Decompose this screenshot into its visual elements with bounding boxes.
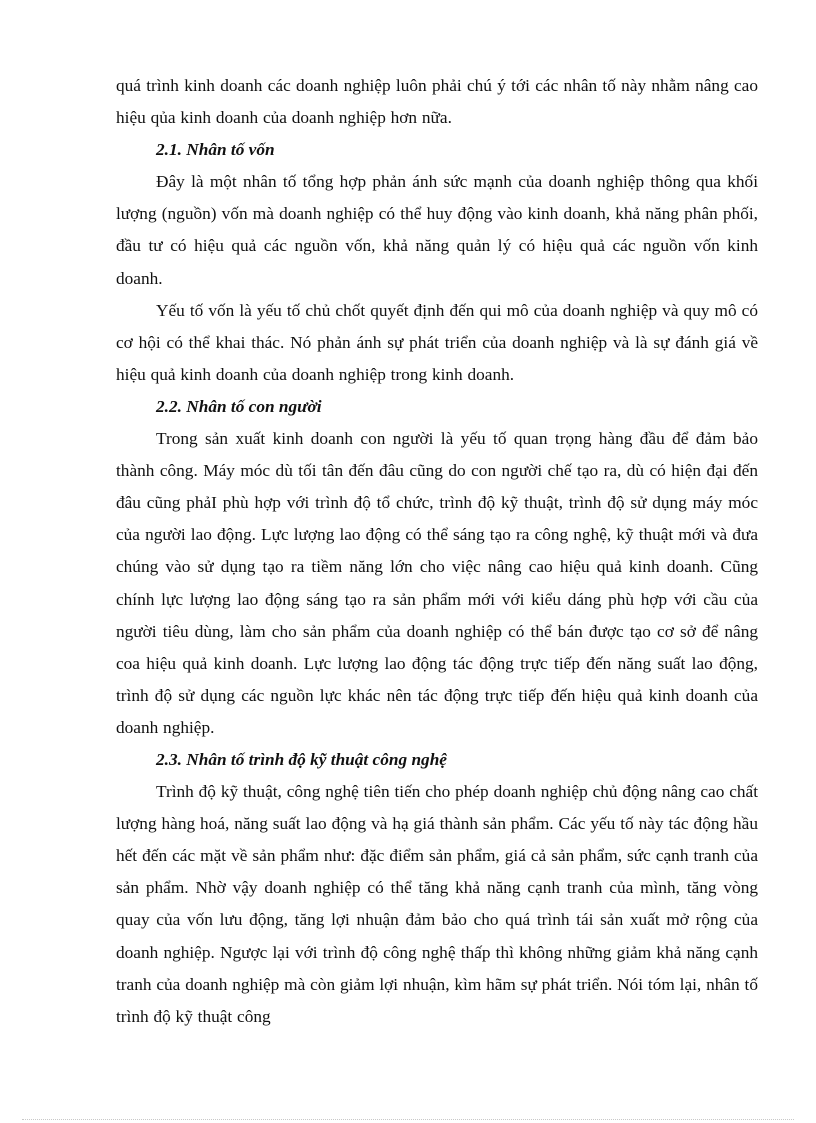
heading-human-factor: 2.2. Nhân tố con người xyxy=(156,396,322,416)
paragraph-capital-definition: Đây là một nhân tố tổng hợp phản ánh sức mạnh của doanh nghiệp thông qua khối lượng (nguồn) vốn mà doanh nghiệp có thể huy động vào kinh doanh, khả năng phân phối, đầu tư có hiệu quả các nguồn vốn, khả năng quản lý có hiệu quả các nguồn vốn kinh doanh. xyxy=(116,172,758,288)
heading-technology-factor: 2.3. Nhân tố trình độ kỹ thuật công nghệ xyxy=(156,749,447,769)
paragraph-intro-continuation: quá trình kinh doanh các doanh nghiệp luôn phải chú ý tới các nhân tố này nhằm nâng cao hiệu qủa kinh doanh của doanh nghiệp hơn nữa. xyxy=(116,76,758,128)
document-page xyxy=(116,70,758,1033)
paragraph-capital-importance: Yếu tố vốn là yếu tố chủ chốt quyết định đến qui mô của doanh nghiệp và quy mô có cơ hội có thể khai thác. Nó phản ánh sự phát triển của doanh nghiệp và là sự đánh giá về hiệu quả kinh doanh của doanh nghiệp trong kinh doanh. xyxy=(116,300,758,384)
paragraph-technology-factor: Trình độ kỹ thuật, công nghệ tiên tiến cho phép doanh nghiệp chủ động nâng cao chất lượng hàng hoá, năng suất lao động và hạ giá thành sản phẩm. Các yếu tố này tác động hầu hết đến các mặt về sản phẩm như: đặc điểm sản phẩm, giá cả sản phẩm, sức cạnh tranh của sản phẩm. Nhờ vậy doanh nghiệp có thể tăng khả năng cạnh tranh của mình, tăng vòng quay của vốn lưu động, tăng lợi nhuận đảm bảo cho quá trình tái sản xuất mở rộng của doanh nghiệp. Ngược lại với trình độ công nghệ thấp thì không những giảm khả năng cạnh tranh của doanh nghiệp mà còn giảm lợi nhuận, kìm hãm sự phát triển. Nói tóm lại, nhân tố trình độ kỹ thuật công xyxy=(116,782,758,1026)
heading-capital-factor: 2.1. Nhân tố vốn xyxy=(156,140,275,160)
paragraph-human-factor: Trong sản xuất kinh doanh con người là yếu tố quan trọng hàng đầu để đảm bảo thành công. Máy móc dù tối tân đến đâu cũng do con người chế tạo ra, dù có hiện đại đến đâu cũng phảI phù hợp với trình độ tổ chức, trình độ kỹ thuật, trình độ sử dụng máy móc của người lao động. Lực lượng lao động có thể sáng tạo ra công nghệ, kỹ thuật mới và đưa chúng vào sử dụng tạo ra tiềm năng lớn cho việc nâng cao hiệu quả kinh doanh. Cũng chính lực lượng lao động sáng tạo ra sản phẩm mới với kiểu dáng phù hợp với cầu của người tiêu dùng, làm cho sản phẩm của doanh nghiệp có thể bán được tạo cơ sở để nâng coa hiệu quả kinh doanh. Lực lượng lao động tác động trực tiếp đến năng suất lao động, trình độ sử dụng các nguồn lực khác nên tác động trực tiếp đến hiệu quả kinh doanh của doanh nghiệp. xyxy=(116,429,758,737)
page-bottom-divider xyxy=(22,1119,794,1120)
